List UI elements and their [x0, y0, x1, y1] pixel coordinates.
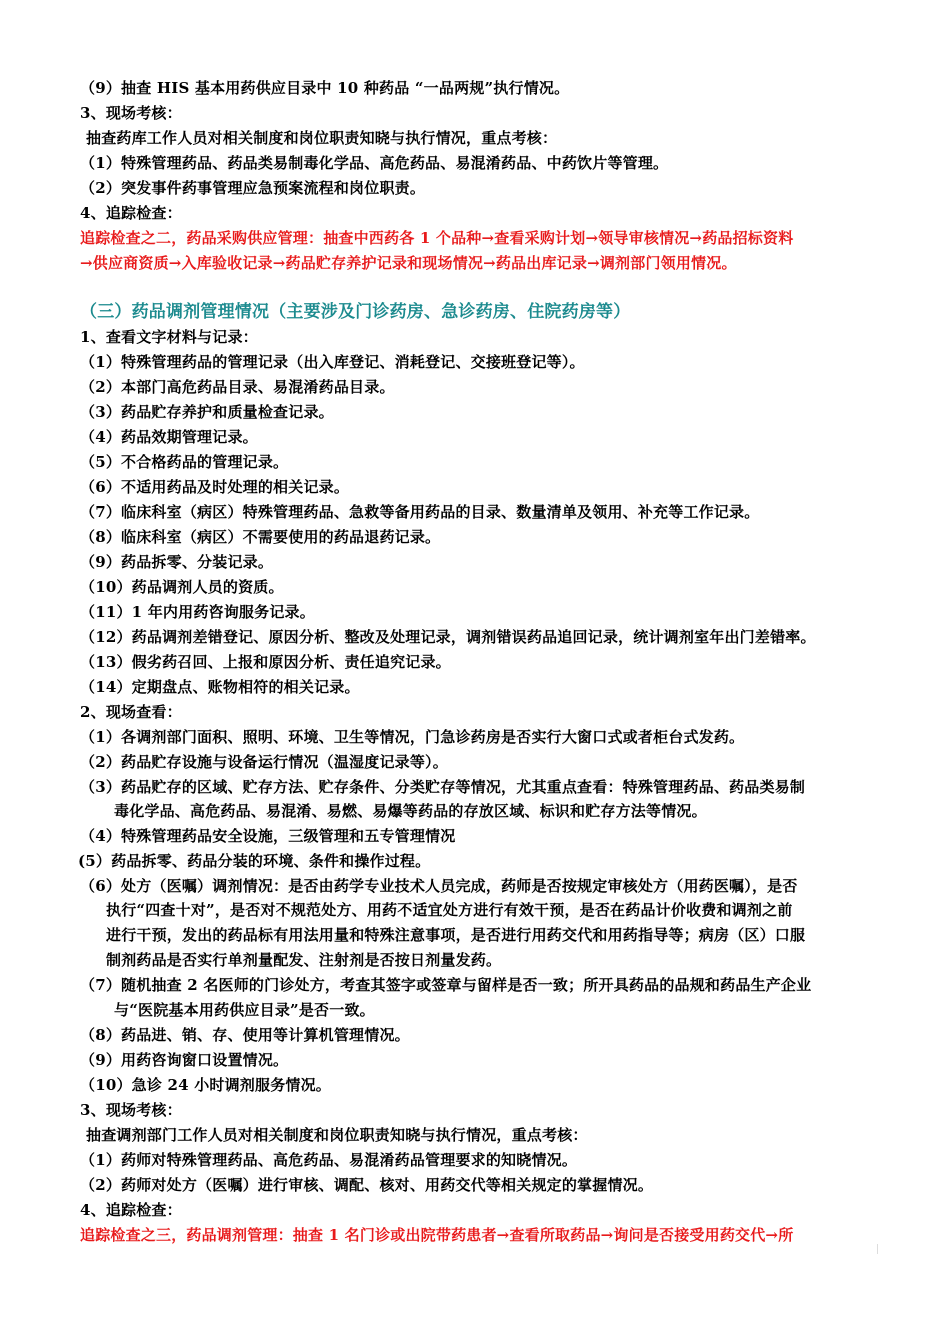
- text-line: （2）突发事件药事管理应急预案流程和岗位职责。: [80, 179, 426, 197]
- text-line: （13）假劣药召回、上报和原因分析、责任追究记录。: [80, 653, 451, 671]
- text-line: （2）药品贮存设施与设备运行情况（温湿度记录等）。: [80, 753, 448, 771]
- text-line: （8）临床科室（病区）不需要使用的药品退药记录。: [80, 528, 441, 546]
- text-line: （9）用药咨询窗口设置情况。: [80, 1051, 289, 1069]
- text-line: （9）药品拆零、分装记录。: [80, 553, 274, 571]
- page-edge-mark: [877, 1244, 878, 1254]
- chapter-title: （三）药品调剂管理情况（主要涉及门诊药房、急诊药房、住院药房等）: [80, 302, 631, 322]
- text-line: （3）药品贮存的区域、贮存方法、贮存条件、分类贮存等情况，尤其重点查看：特殊管理药品、药品类易制: [80, 778, 806, 796]
- text-line: (5）药品拆零、药品分装的环境、条件和操作过程。: [78, 852, 431, 870]
- section-heading: 3、现场考核：: [80, 104, 182, 122]
- text-line: （9）抽查 HIS 基本用药供应目录中 10 种药品 “一品两规”执行情况。: [80, 79, 570, 97]
- text-line: （12）药品调剂差错登记、原因分析、整改及处理记录，调剂错误药品追回记录，统计调剂室年出门差错率。: [80, 628, 816, 646]
- section-heading: 3、现场考核：: [80, 1101, 182, 1119]
- text-line: （8）药品进、销、存、使用等计算机管理情况。: [80, 1026, 410, 1044]
- text-line: （1）特殊管理药品的管理记录（出入库登记、消耗登记、交接班登记等）。: [80, 353, 585, 371]
- text-line: （4）药品效期管理记录。: [80, 428, 258, 446]
- section-heading: 4、追踪检查：: [80, 1201, 182, 1219]
- text-line: （6）处方（医嘱）调剂情况：是否由药学专业技术人员完成，药师是否按规定审核处方（用药医嘱），是否: [80, 877, 798, 895]
- text-line: （6）不适用药品及时处理的相关记录。: [80, 478, 350, 496]
- tracking-check-text: →供应商资质→入库验收记录→药品贮存养护记录和现场情况→药品出库记录→调剂部门领用情况。: [80, 254, 737, 272]
- text-line: （7）随机抽查 2 名医师的门诊处方，考查其签字或签章与留样是否一致；所开具药品的品规和药品生产企业: [80, 976, 812, 994]
- text-line: （1）特殊管理药品、药品类易制毒化学品、高危药品、易混淆药品、中药饮片等管理。: [80, 154, 669, 172]
- text-line: 制剂药品是否实行单剂量配发、注射剂是否按日剂量发药。: [106, 951, 502, 969]
- tracking-check-text: 追踪检查之三，药品调剂管理：抽查 1 名门诊或出院带药患者→查看所取药品→询问是否接受用药交代→所: [80, 1226, 794, 1244]
- text-line: 毒化学品、高危药品、易混淆、易燃、易爆等药品的存放区域、标识和贮存方法等情况。: [114, 802, 707, 820]
- text-line: （11）1 年内用药咨询服务记录。: [80, 603, 315, 621]
- text-line: 与“医院基本用药供应目录”是否一致。: [114, 1001, 375, 1019]
- text-line: （1）药师对特殊管理药品、高危药品、易混淆药品管理要求的知晓情况。: [80, 1151, 578, 1169]
- section-heading: 2、现场查看：: [80, 703, 182, 721]
- text-line: （3）药品贮存养护和质量检查记录。: [80, 403, 334, 421]
- text-line: 抽查药库工作人员对相关制度和岗位职责知晓与执行情况，重点考核：: [86, 129, 558, 147]
- text-line: （4）特殊管理药品安全设施，三级管理和五专管理情况: [80, 827, 456, 845]
- section-heading: 4、追踪检查：: [80, 204, 182, 222]
- text-line: （10）急诊 24 小时调剂服务情况。: [80, 1076, 331, 1094]
- tracking-check-text: 追踪检查之二，药品采购供应管理：抽查中西药各 1 个品种→查看采购计划→领导审核情况→药品招标资料: [80, 229, 794, 247]
- text-line: （1）各调剂部门面积、照明、环境、卫生等情况，门急诊药房是否实行大窗口式或者柜台式发药。: [80, 728, 745, 746]
- text-line: 抽查调剂部门工作人员对相关制度和岗位职责知晓与执行情况，重点考核：: [86, 1126, 588, 1144]
- text-line: 执行“四查十对”，是否对不规范处方、用药不适宜处方进行有效干预，是否在药品计价收费和调剂之前: [106, 901, 793, 919]
- text-line: （10）药品调剂人员的资质。: [80, 578, 284, 596]
- text-line: （5）不合格药品的管理记录。: [80, 453, 289, 471]
- text-line: （7）临床科室（病区）特殊管理药品、急救等备用药品的目录、数量清单及领用、补充等工作记录。: [80, 503, 760, 521]
- text-line: 进行干预，发出的药品标有用法用量和特殊注意事项，是否进行用药交代和用药指导等；病房（区）口服: [106, 926, 806, 944]
- text-line: （14）定期盘点、账物相符的相关记录。: [80, 678, 360, 696]
- text-line: （2）药师对处方（医嘱）进行审核、调配、核对、用药交代等相关规定的掌握情况。: [80, 1176, 654, 1194]
- text-line: （2）本部门高危药品目录、易混淆药品目录。: [80, 378, 395, 396]
- section-heading: 1、查看文字材料与记录：: [80, 328, 258, 346]
